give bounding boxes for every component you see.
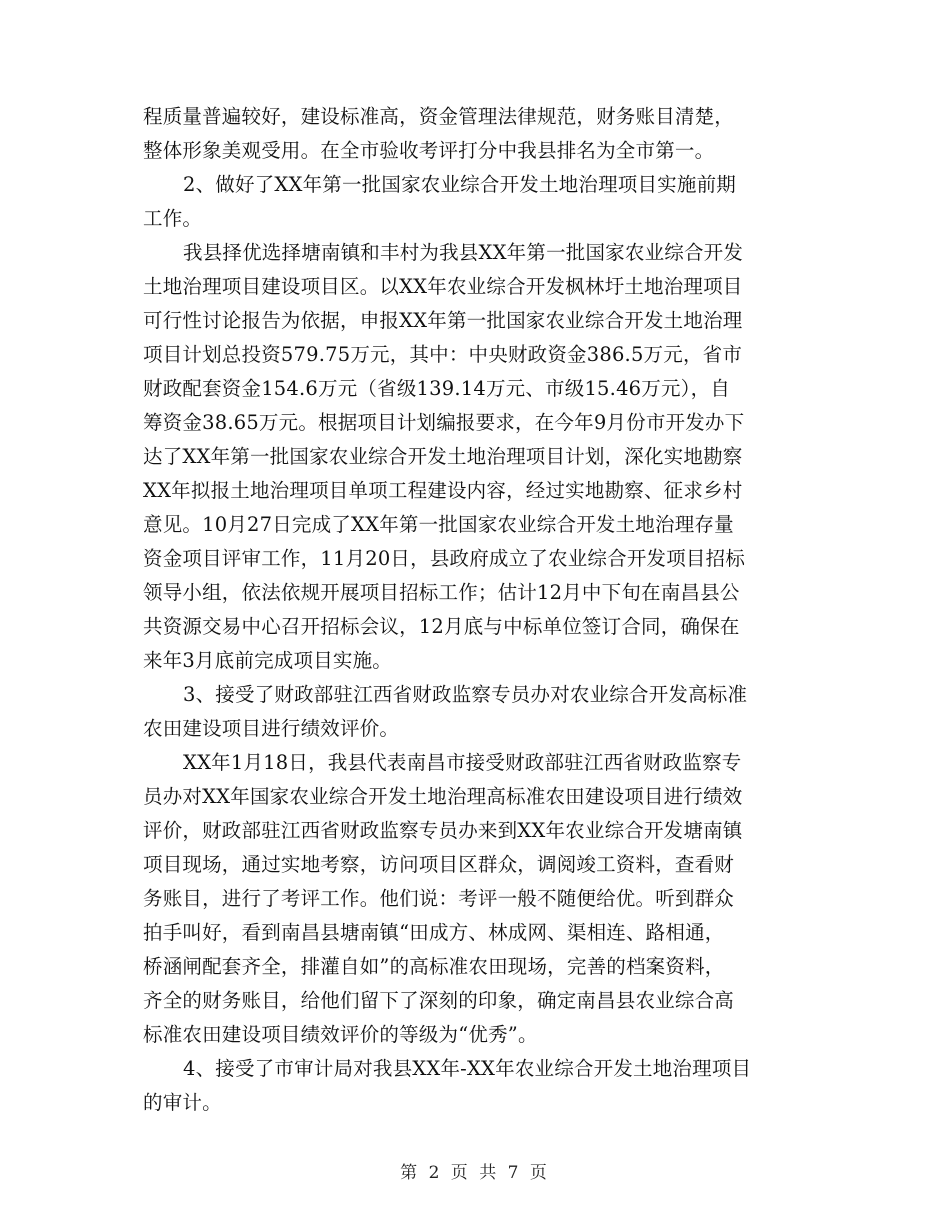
- text-line: 标准农田建设项目绩效评价的等级为“优秀”。: [143, 1023, 538, 1046]
- paragraph-first-line: 2、做好了XX年第一批国家农业综合开发土地治理项目实施前期: [183, 173, 736, 196]
- paragraph-first-line: XX年1月18日，我县代表南昌市接受财政部驻江西省财政监察专: [183, 751, 742, 774]
- text-line: 意见。10月27日完成了XX年第一批国家农业综合开发土地治理存量: [143, 513, 734, 536]
- text-line: 农田建设项目进行绩效评价。: [143, 717, 400, 740]
- text-line: 项目现场，通过实地考察，访问项目区群众，调阅竣工资料，查看财: [143, 853, 735, 876]
- document-body: [143, 100, 815, 1120]
- text-line: 财政配套资金154.6万元（省级139.14万元、市级15.46万元），自: [143, 377, 731, 400]
- text-line: 筹资金38.65万元。根据项目计划编报要求，在今年9月份市开发办下: [143, 411, 745, 434]
- text-line: 土地治理项目建设项目区。以XX年农业综合开发枫林圩土地治理项目: [143, 275, 743, 298]
- text-line: 来年3月底前完成项目实施。: [143, 649, 393, 672]
- text-line: 工作。: [143, 207, 203, 230]
- text-line: 资金项目评审工作，11月20日，县政府成立了农业综合开发项目招标: [143, 547, 746, 570]
- text-line: 员办对XX年国家农业综合开发土地治理高标准农田建设项目进行绩效: [143, 785, 743, 808]
- text-line: 整体形象美观受用。在全市验收考评打分中我县排名为全市第一。: [143, 139, 715, 162]
- text-line: 的审计。: [143, 1091, 222, 1114]
- text-line: XX年拟报土地治理项目单项工程建设内容，经过实地勘察、征求乡村: [143, 479, 743, 502]
- text-line: 程质量普遍较好，建设标准高，资金管理法律规范，财务账目清楚，: [143, 105, 735, 128]
- text-line: 领导小组，依法依规开展项目招标工作；估计12月中下旬在南昌县公: [143, 581, 740, 604]
- text-line: 齐全的财务账目，给他们留下了深刻的印象，确定南昌县农业综合高: [143, 989, 735, 1012]
- paragraph-first-line: 4、接受了市审计局对我县XX年-XX年农业综合开发土地治理项目: [183, 1057, 752, 1080]
- text-line: 评价，财政部驻江西省财政监察专员办来到XX年农业综合开发塘南镇: [143, 819, 743, 842]
- text-line: 可行性讨论报告为依据，申报XX年第一批国家农业综合开发土地治理: [143, 309, 743, 332]
- text-line: 共资源交易中心召开招标会议，12月底与中标单位签订合同，确保在: [143, 615, 740, 638]
- paragraph-first-line: 3、接受了财政部驻江西省财政监察专员办对农业综合开发高标准: [183, 683, 748, 706]
- text-line: 桥涵闸配套齐全，排灌自如”的高标准农田现场，完善的档案资料，: [143, 955, 725, 978]
- text-line: 项目计划总投资579.75万元，其中：中央财政资金386.5万元，省市: [143, 343, 743, 366]
- text-line: 拍手叫好，看到南昌县塘南镇“田成方、林成网、渠相连、路相通，: [143, 921, 725, 944]
- text-line: 达了XX年第一批国家农业综合开发土地治理项目计划，深化实地勘察: [143, 445, 743, 468]
- paragraph-first-line: 我县择优选择塘南镇和丰村为我县XX年第一批国家农业综合开发: [183, 241, 744, 264]
- text-line: 务账目，进行了考评工作。他们说：考评一般不随便给优。听到群众: [143, 887, 735, 910]
- page-footer: 第 2 页 共 7 页: [400, 1163, 550, 1183]
